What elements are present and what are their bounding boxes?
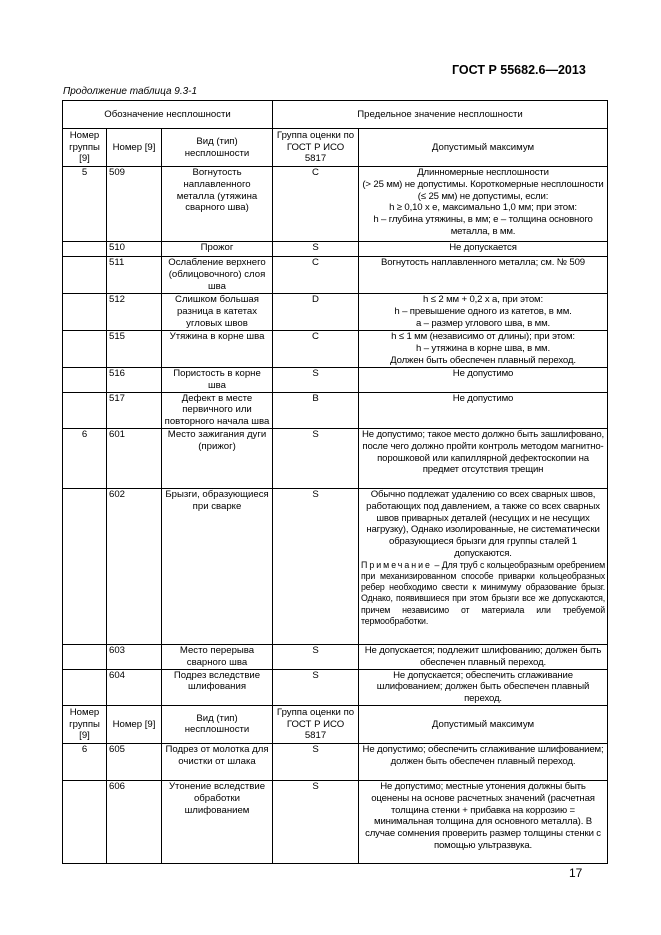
iso-group-cell: S [273, 644, 359, 669]
max-line: Обычно подлежат удалению со всех сварных швов, работающих под давлением, а также со всех сварных швов приварных деталей (несущих и не несущих нагрузку), Однако изолированные, не систематически образующиеся брызги для группы сталей 1 допускаются. [366, 488, 600, 559]
table-row [63, 743, 608, 780]
table-subheader-row [63, 129, 608, 167]
type-cell: Подрез от молотка для очистки от шлака [162, 743, 273, 780]
col-type-header: Вид (тип) несплошности [162, 705, 273, 743]
max-line: Не допускается; подлежит шлифованию; должен быть обеспечен плавный переход. [364, 644, 602, 668]
table-row [63, 644, 608, 669]
max-line: Вогнутость наплавленного металла; см. № 509 [381, 257, 585, 268]
iso-group-cell: S [273, 780, 359, 863]
group-cell: 6 [63, 743, 107, 780]
header-designation: Обозначение несплошности [63, 101, 273, 129]
max-cell [359, 488, 608, 644]
group-cell [63, 368, 107, 393]
type-cell: Дефект в месте первичного или повторного начала шва [162, 392, 273, 428]
table-row [63, 294, 608, 331]
max-line: a – размер углового шва, в мм. [415, 317, 551, 329]
type-cell: Пористость в корне шва [162, 368, 273, 393]
max-line: h ≤ 2 мм + 0,2 x a, при этом: [423, 294, 543, 305]
col-number-header: Номер [9] [107, 129, 162, 167]
number-cell: 517 [107, 392, 162, 428]
max-line: h – превышение одного из катетов, в мм. [394, 305, 572, 317]
table-row [63, 242, 608, 257]
note-text: – Для труб с кольцеобразным оребрением при механизированном способе приварки кольцеобразных ребер необходимо свести к минимуму образование брызг. Однако, появившиеся при этом брызги все же допускаются, причем независимо от материала или требуемой термообработки. [361, 559, 606, 626]
number-cell: 512 [107, 294, 162, 331]
table-row [63, 669, 608, 705]
note-label: Примечание [361, 559, 432, 570]
number-cell: 510 [107, 242, 162, 257]
iso-group-cell: S [273, 368, 359, 393]
note [361, 560, 605, 627]
group-cell [63, 257, 107, 294]
max-cell [359, 428, 608, 488]
col-iso-header: Группа оценки по ГОСТ Р ИСО 5817 [273, 705, 359, 743]
table-row [63, 368, 608, 393]
type-cell: Прожог [162, 242, 273, 257]
col-max-header: Допустимый максимум [359, 129, 608, 167]
number-cell: 602 [107, 488, 162, 644]
col-number-header: Номер [9] [107, 705, 162, 743]
max-cell [359, 257, 608, 294]
type-cell: Подрез вследствие шлифования [162, 669, 273, 705]
max-line: Должен быть обеспечен плавный переход. [390, 354, 576, 366]
max-cell [359, 392, 608, 428]
iso-group-cell: S [273, 428, 359, 488]
max-line: h ≥ 0,10 x e, максимально 1,0 мм; при этом: [389, 202, 577, 214]
number-cell: 511 [107, 257, 162, 294]
max-line: Не допускается [449, 242, 517, 253]
max-line: Длинномерные несплошности [417, 167, 549, 178]
header-limit: Предельное значение несплошности [273, 101, 608, 129]
group-cell: 5 [63, 167, 107, 242]
group-cell [63, 294, 107, 331]
type-cell: Утонение вследствие обработки шлифованием [162, 780, 273, 863]
table-row [63, 257, 608, 294]
max-cell [359, 780, 608, 863]
document-id: ГОСТ Р 55682.6—2013 [452, 63, 586, 77]
defects-table [62, 100, 608, 864]
max-line: Не допустимо; такое место должно быть зашлифовано, после чего должно пройти контроль методом магнитно-порошковой или капиллярной дефектоскопии на предмет отсутствия трещин [361, 428, 605, 476]
group-cell [63, 780, 107, 863]
type-cell: Место перерыва сварного шва [162, 644, 273, 669]
col-type-header: Вид (тип) несплошности [162, 129, 273, 167]
max-cell [359, 644, 608, 669]
number-cell: 515 [107, 331, 162, 368]
max-line: Не допустимо; обеспечить сглаживание шлифованием; должен быть обеспечен плавный переход. [362, 743, 604, 767]
group-cell: 6 [63, 428, 107, 488]
max-line: Не допустимо; местные утонения должны быть оценены на основе расчетных значений (расчетная толщина стенки + прибавка на коррозию = минимальная толщина для основного металла). В случае сомнения проверить размер толщины стенки с помощью ультразвука. [365, 780, 601, 851]
group-cell [63, 488, 107, 644]
number-cell: 605 [107, 743, 162, 780]
iso-group-cell: S [273, 488, 359, 644]
number-cell: 516 [107, 368, 162, 393]
col-max-header: Допустимый максимум [359, 705, 608, 743]
max-cell [359, 669, 608, 705]
group-cell [63, 242, 107, 257]
type-cell: Место зажигания дуги (прижог) [162, 428, 273, 488]
max-cell [359, 743, 608, 780]
table-repeat-header-row [63, 705, 608, 743]
number-cell: 603 [107, 644, 162, 669]
table-row [63, 331, 608, 368]
type-cell: Утяжина в корне шва [162, 331, 273, 368]
number-cell: 601 [107, 428, 162, 488]
iso-group-cell: B [273, 392, 359, 428]
max-cell [359, 294, 608, 331]
table-row [63, 780, 608, 863]
max-line: h ≤ 1 мм (независимо от длины); при этом: [391, 331, 575, 342]
iso-group-cell: S [273, 743, 359, 780]
iso-group-cell: C [273, 331, 359, 368]
col-iso-header: Группа оценки по ГОСТ Р ИСО 5817 [273, 129, 359, 167]
type-cell: Ослабление верхнего (облицовочного) слоя шва [162, 257, 273, 294]
type-cell: Вогнутость наплавленного металла (утяжина сварного шва) [162, 167, 273, 242]
number-cell: 606 [107, 780, 162, 863]
max-line: h – утяжина в корне шва, в мм. [416, 342, 550, 354]
max-line: Не допустимо [452, 368, 514, 379]
table-row [63, 392, 608, 428]
iso-group-cell: D [273, 294, 359, 331]
col-group-header: Номер группы [9] [63, 705, 107, 743]
number-cell: 509 [107, 167, 162, 242]
max-cell [359, 368, 608, 393]
group-cell [63, 392, 107, 428]
iso-group-cell: C [273, 167, 359, 242]
max-line: (> 25 мм) не допустимы. Короткомерные несплошности (≤ 25 мм) не допустимы, если: [362, 178, 604, 202]
max-cell [359, 242, 608, 257]
table-row [63, 428, 608, 488]
group-cell [63, 669, 107, 705]
max-line: Не допускается; обеспечить сглаживание шлифованием; должен быть обеспечен плавный переход. [376, 669, 590, 705]
col-group-header: Номер группы [9] [63, 129, 107, 167]
number-cell: 604 [107, 669, 162, 705]
table-header-row [63, 101, 608, 129]
page-number: 17 [569, 866, 583, 880]
group-cell [63, 331, 107, 368]
iso-group-cell: S [273, 669, 359, 705]
max-cell [359, 331, 608, 368]
group-cell [63, 644, 107, 669]
iso-group-cell: C [273, 257, 359, 294]
max-cell [359, 167, 608, 242]
table-row [63, 167, 608, 242]
type-cell: Слишком большая разница в катетах угловых швов [162, 294, 273, 331]
max-line: h – глубина утяжины, в мм; e – толщина основного металла, в мм. [373, 214, 593, 237]
table-row [63, 488, 608, 644]
iso-group-cell: S [273, 242, 359, 257]
table-caption: Продолжение таблица 9.3-1 [63, 86, 198, 97]
type-cell: Брызги, образующиеся при сварке [162, 488, 273, 644]
max-line: Не допустимо [452, 392, 514, 404]
